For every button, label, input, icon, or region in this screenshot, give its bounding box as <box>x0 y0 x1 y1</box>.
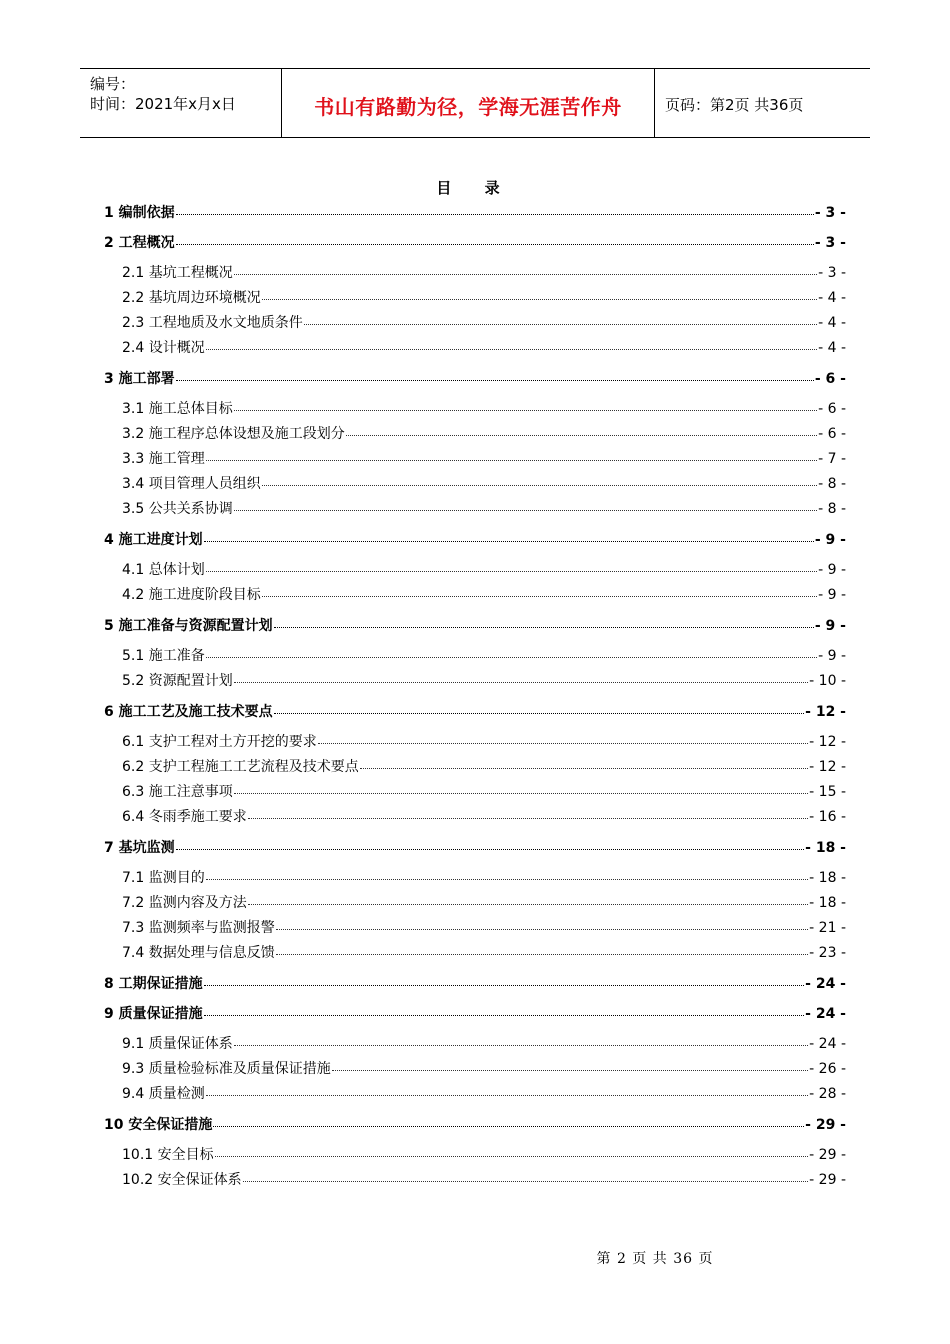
toc-entry-page: - 6 - <box>818 401 846 417</box>
toc-entry-title: 7.3 监测频率与监测报警 <box>122 920 275 936</box>
toc-dot-leader <box>234 260 817 275</box>
toc-section-entry[interactable] <box>104 287 846 312</box>
toc-entry-page: - 26 - <box>809 1061 846 1077</box>
toc-chapter-entry[interactable] <box>104 232 846 256</box>
header-center-cell <box>281 69 655 137</box>
toc-entry-title: 3.5 公共关系协调 <box>122 501 233 517</box>
toc-dot-leader <box>206 643 817 658</box>
toc-entry-page: - 15 - <box>809 784 846 800</box>
toc-entry-page: - 23 - <box>809 945 846 961</box>
toc-entry-title: 10 安全保证措施 <box>104 1117 213 1133</box>
toc-entry-page: - 9 - <box>818 562 846 578</box>
toc-entry-page: - 9 - <box>814 618 846 634</box>
toc-entry-title: 2.4 设计概况 <box>122 340 205 356</box>
toc-dot-leader <box>213 1112 804 1127</box>
toc-dot-leader <box>262 285 817 300</box>
toc-entry-page: - 8 - <box>818 476 846 492</box>
toc-section-entry[interactable] <box>104 262 846 287</box>
toc-entry-page: - 9 - <box>818 648 846 664</box>
toc-entry-page: - 9 - <box>814 532 846 548</box>
header-left-cell <box>80 69 281 137</box>
toc-entry-title: 6 施工工艺及施工技术要点 <box>104 704 273 720</box>
toc-section-entry[interactable] <box>104 448 846 473</box>
toc-dot-leader <box>274 699 805 714</box>
toc-entry-page: - 18 - <box>809 895 846 911</box>
toc-dot-leader <box>176 230 814 245</box>
toc-entry-page: - 12 - <box>809 734 846 750</box>
toc-entry-title: 7.2 监测内容及方法 <box>122 895 247 911</box>
toc-dot-leader <box>206 335 817 350</box>
toc-section-entry[interactable] <box>104 942 846 967</box>
toc-entry-title: 9.1 质量保证体系 <box>122 1036 233 1052</box>
toc-section-entry[interactable] <box>104 917 846 942</box>
toc-section-entry[interactable] <box>104 670 846 695</box>
page-footer: 第 2 页 共 36 页 <box>596 1251 714 1267</box>
toc-entry-page: - 24 - <box>805 976 846 992</box>
toc-dot-leader <box>206 865 808 880</box>
toc-entry-title: 5.1 施工准备 <box>122 648 205 664</box>
toc-dot-leader <box>234 668 808 683</box>
toc-entry-page: - 6 - <box>818 426 846 442</box>
toc-dot-leader <box>248 804 808 819</box>
toc-dot-leader <box>176 200 814 215</box>
toc-entry-page: - 16 - <box>809 809 846 825</box>
toc-section-entry[interactable] <box>104 423 846 448</box>
toc-section-entry[interactable] <box>104 806 846 831</box>
toc-entry-title: 9.4 质量检测 <box>122 1086 205 1102</box>
header-page-info: 页码：第2页 共36页 <box>665 96 804 114</box>
toc-dot-leader <box>204 1001 805 1016</box>
toc-entry-title: 3.2 施工程序总体设想及施工段划分 <box>122 426 345 442</box>
toc-chapter-entry[interactable] <box>104 837 846 861</box>
toc-entry-page: - 9 - <box>818 587 846 603</box>
toc-section-entry[interactable] <box>104 498 846 523</box>
toc-dot-leader <box>234 396 817 411</box>
toc-entry-title: 6.3 施工注意事项 <box>122 784 233 800</box>
toc-dot-leader <box>332 1056 808 1071</box>
toc-entry-title: 10.2 安全保证体系 <box>122 1172 242 1188</box>
toc-entry-title: 3.3 施工管理 <box>122 451 205 467</box>
toc-entry-page: - 12 - <box>805 704 846 720</box>
toc-section-entry[interactable] <box>104 1144 846 1169</box>
toc-entry-page: - 4 - <box>818 340 846 356</box>
toc-section-entry[interactable] <box>104 781 846 806</box>
toc-section-entry[interactable] <box>104 584 846 609</box>
toc-entry-title: 7.4 数据处理与信息反馈 <box>122 945 275 961</box>
toc-entry-title: 4.1 总体计划 <box>122 562 205 578</box>
toc-section-entry[interactable] <box>104 312 846 337</box>
toc-entry-page: - 24 - <box>809 1036 846 1052</box>
toc-section-entry[interactable] <box>104 337 846 362</box>
toc-entry-page: - 10 - <box>809 673 846 689</box>
toc-entry-title: 6.2 支护工程施工工艺流程及技术要点 <box>122 759 359 775</box>
toc-entry-title: 7 基坑监测 <box>104 840 175 856</box>
toc-section-entry[interactable] <box>104 892 846 917</box>
toc-section-entry[interactable] <box>104 1033 846 1058</box>
toc-entry-page: - 12 - <box>809 759 846 775</box>
toc-dot-leader <box>243 1167 809 1182</box>
toc-dot-leader <box>204 527 814 542</box>
toc-entry-title: 4.2 施工进度阶段目标 <box>122 587 261 603</box>
toc-entry-page: - 3 - <box>818 265 846 281</box>
toc-section-entry[interactable] <box>104 731 846 756</box>
toc-entry-title: 5 施工准备与资源配置计划 <box>104 618 273 634</box>
toc-entry-title: 9 质量保证措施 <box>104 1006 203 1022</box>
toc-entry-page: - 6 - <box>814 371 846 387</box>
toc-chapter-entry[interactable] <box>104 529 846 553</box>
toc-entry-page: - 28 - <box>809 1086 846 1102</box>
toc-dot-leader <box>318 729 808 744</box>
header-right-cell <box>655 69 870 137</box>
toc-chapter-entry[interactable] <box>104 701 846 725</box>
toc-entry-title: 9.3 质量检验标准及质量保证措施 <box>122 1061 331 1077</box>
toc-title: 目 录 <box>436 179 514 197</box>
toc-entry-page: - 3 - <box>814 205 846 221</box>
toc-dot-leader <box>360 754 808 769</box>
toc-chapter-entry[interactable] <box>104 368 846 392</box>
header-motto: 书山有路勤为径，学海无涯苦作舟 <box>314 95 622 119</box>
table-of-contents <box>104 202 846 1194</box>
toc-entry-page: - 18 - <box>809 870 846 886</box>
toc-dot-leader <box>276 940 808 955</box>
toc-section-entry[interactable] <box>104 1058 846 1083</box>
page-header <box>80 68 870 138</box>
toc-entry-title: 2.3 工程地质及水文地质条件 <box>122 315 303 331</box>
toc-dot-leader <box>262 471 817 486</box>
toc-entry-page: - 24 - <box>805 1006 846 1022</box>
toc-entry-title: 1 编制依据 <box>104 205 175 221</box>
toc-entry-page: - 3 - <box>814 235 846 251</box>
toc-section-entry[interactable] <box>104 867 846 892</box>
toc-entry-title: 2.1 基坑工程概况 <box>122 265 233 281</box>
toc-dot-leader <box>274 613 814 628</box>
toc-dot-leader <box>304 310 817 325</box>
toc-entry-page: - 18 - <box>805 840 846 856</box>
toc-section-entry[interactable] <box>104 559 846 584</box>
document-number-label: 编号： <box>90 75 136 93</box>
toc-dot-leader <box>262 582 817 597</box>
toc-dot-leader <box>276 915 808 930</box>
toc-entry-page: - 21 - <box>809 920 846 936</box>
toc-chapter-entry[interactable] <box>104 615 846 639</box>
document-date: 时间：2021年x月x日 <box>90 95 236 113</box>
toc-entry-page: - 29 - <box>809 1147 846 1163</box>
toc-dot-leader <box>206 557 817 572</box>
toc-dot-leader <box>204 971 805 986</box>
toc-chapter-entry[interactable] <box>104 973 846 997</box>
toc-chapter-entry[interactable] <box>104 1003 846 1027</box>
toc-entry-title: 6.1 支护工程对土方开挖的要求 <box>122 734 317 750</box>
toc-entry-page: - 7 - <box>818 451 846 467</box>
toc-dot-leader <box>234 779 808 794</box>
toc-entry-page: - 4 - <box>818 315 846 331</box>
toc-dot-leader <box>215 1142 809 1157</box>
toc-dot-leader <box>206 1081 808 1096</box>
toc-section-entry[interactable] <box>104 645 846 670</box>
toc-dot-leader <box>176 835 805 850</box>
toc-dot-leader <box>248 890 808 905</box>
toc-section-entry[interactable] <box>104 473 846 498</box>
toc-dot-leader <box>176 366 814 381</box>
toc-entry-title: 10.1 安全目标 <box>122 1147 214 1163</box>
toc-section-entry[interactable] <box>104 1083 846 1108</box>
toc-entry-title: 3 施工部署 <box>104 371 175 387</box>
toc-entry-title: 2.2 基坑周边环境概况 <box>122 290 261 306</box>
toc-entry-title: 7.1 监测目的 <box>122 870 205 886</box>
toc-dot-leader <box>206 446 817 461</box>
toc-entry-page: - 4 - <box>818 290 846 306</box>
toc-entry-page: - 29 - <box>809 1172 846 1188</box>
toc-entry-page: - 8 - <box>818 501 846 517</box>
toc-entry-title: 6.4 冬雨季施工要求 <box>122 809 247 825</box>
toc-dot-leader <box>234 1031 808 1046</box>
toc-entry-title: 3.1 施工总体目标 <box>122 401 233 417</box>
toc-section-entry[interactable] <box>104 756 846 781</box>
toc-entry-title: 5.2 资源配置计划 <box>122 673 233 689</box>
toc-entry-title: 3.4 项目管理人员组织 <box>122 476 261 492</box>
toc-dot-leader <box>346 421 817 436</box>
toc-entry-page: - 29 - <box>805 1117 846 1133</box>
toc-section-entry[interactable] <box>104 1169 846 1194</box>
toc-entry-title: 2 工程概况 <box>104 235 175 251</box>
toc-section-entry[interactable] <box>104 398 846 423</box>
toc-entry-title: 4 施工进度计划 <box>104 532 203 548</box>
toc-chapter-entry[interactable] <box>104 202 846 226</box>
toc-chapter-entry[interactable] <box>104 1114 846 1138</box>
toc-dot-leader <box>234 496 817 511</box>
toc-entry-title: 8 工期保证措施 <box>104 976 203 992</box>
